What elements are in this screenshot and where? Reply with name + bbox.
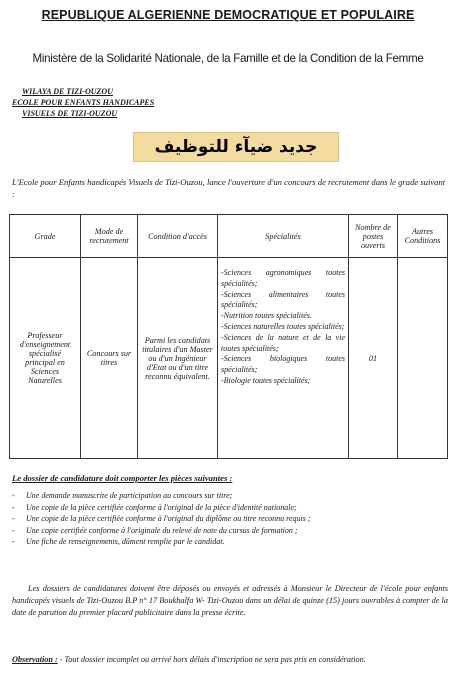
recruitment-table bbox=[9, 214, 448, 459]
specialite-item: -Sciences biologiques toutes spécialités; bbox=[221, 354, 345, 375]
list-item: - Une copie de la pièce certifiée conforme à l'original de la pièce d'identité nationale; bbox=[12, 502, 311, 514]
list-item: - Une fiche de renseignements, dûment remplie par le candidat. bbox=[12, 536, 311, 548]
header-condition: Condition d'accès bbox=[138, 215, 218, 258]
observation-text: - Tout dossier incomplet ou arrivé hors délais d'inscription ne sera pas pris en considération. bbox=[59, 655, 366, 664]
table-row bbox=[10, 258, 448, 459]
header-autres: Autres Conditions bbox=[398, 215, 448, 258]
specialite-item: -Sciences agronomiques toutes spécialités; bbox=[221, 268, 345, 288]
republic-title: REPUBLIQUE ALGERIENNE DEMOCRATIQUE ET POPULAIRE bbox=[41, 8, 415, 22]
dossier-list bbox=[12, 490, 311, 548]
list-item: - Une copie certifiée conforme à l'originale du relevé de note du cursus de formation ; bbox=[12, 525, 311, 537]
list-item: - Une demande manuscrite de participation au concours sur titre; bbox=[12, 490, 311, 502]
header-postes: Nombre de postes ouverts bbox=[349, 215, 398, 258]
school-line: ECOLE POUR ENFANTS HANDICAPES bbox=[12, 98, 155, 107]
cell-autres bbox=[398, 258, 448, 459]
cell-mode: Concours sur titres bbox=[81, 258, 138, 459]
dossier-title: Le dossier de candidature doit comporter les pièces suivantes : bbox=[12, 473, 233, 483]
specialite-item: -Biologie toutes spécialités; bbox=[221, 375, 311, 385]
school-line-2: VISUELS DE TIZI-OUZOU bbox=[22, 109, 118, 118]
specialite-item: -Nutrition toutes spécialités. bbox=[221, 311, 312, 321]
arabic-banner: جديد ضيآء للتوظيف bbox=[133, 132, 339, 162]
submission-paragraph: Les dossiers de candidatures doivent être déposés ou envoyés et adressés à Monsieur le Directeur de l'école pour enfants handicapés visuels de Tizi-Ouzou B.P n° 17 Boukhalfa W- Tizi-Ouzou dans un délai de quinze (15) jours ouvrables à compter de la date de parution du premier placard publicitaire dans la presse écrite. bbox=[12, 584, 448, 618]
header-mode: Mode de recrutement bbox=[81, 215, 138, 258]
header-grade: Grade bbox=[10, 215, 81, 258]
observation-label: Observation : bbox=[12, 655, 58, 664]
specialite-item: -Sciences alimentaires toutes spécialités; bbox=[221, 289, 345, 310]
cell-specialites bbox=[218, 258, 349, 459]
ministry-title: Ministère de la Solidarité Nationale, de la Famille et de la Condition de la Femme bbox=[32, 52, 424, 65]
cell-grade: Professeur d'enseignement spécialisé principal en Sciences Naturelles bbox=[10, 258, 81, 459]
list-item: - Une copie de la pièce certifiée conforme à l'original du diplôme ou titre reconnu requis ; bbox=[12, 513, 311, 525]
specialite-item: -Sciences de la nature et de la vie toutes spécialités; bbox=[221, 332, 345, 353]
intro-paragraph: L'Ecole pour Enfants handicapés Visuels de Tizi-Ouzou, lance l'ouverture d'un concours de recrutement dans le grade suivant : bbox=[12, 177, 446, 199]
table-header-row bbox=[10, 215, 448, 258]
specialite-item: -Sciences naturelles toutes spécialités; bbox=[221, 321, 345, 331]
cell-postes: 01 bbox=[349, 258, 398, 459]
observation bbox=[12, 655, 452, 664]
cell-condition: Parmi les candidats titulaires d'un Master ou d'un Ingénieur d'Etat ou d'un titre reconnu équivalent. bbox=[138, 258, 218, 459]
header-specialites: Spécialités bbox=[218, 215, 349, 258]
wilaya-line: WILAYA DE TIZI-OUZOU bbox=[22, 87, 113, 96]
